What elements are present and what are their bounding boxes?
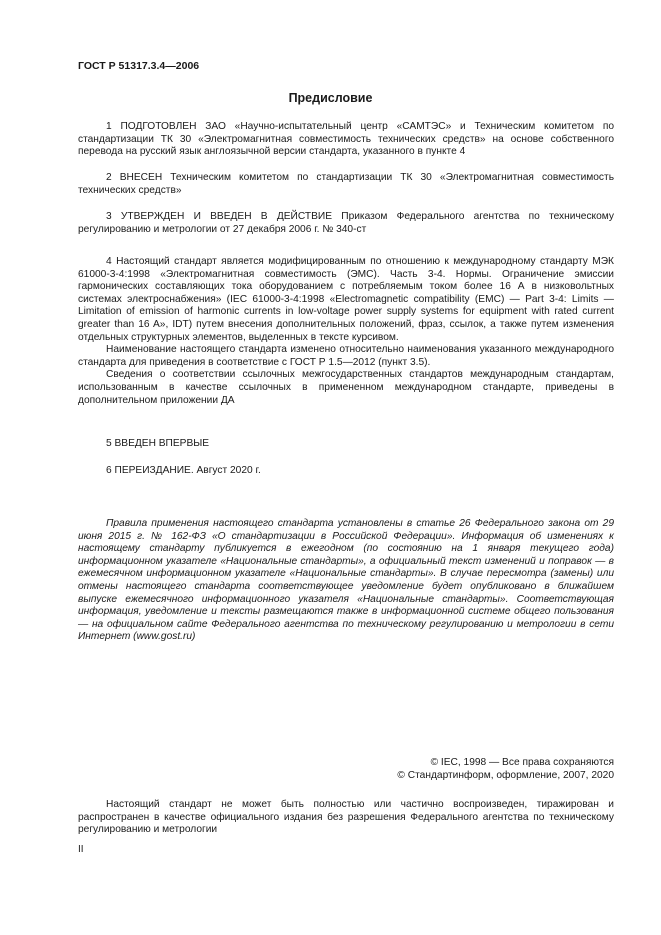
- foreword-item-4: [78, 256, 614, 407]
- foreword-item-2: [78, 172, 614, 197]
- paragraph-reissue: 6 ПЕРЕИЗДАНИЕ. Август 2020 г.: [106, 465, 261, 476]
- paragraph-introduced: 2 ВНЕСЕН Техническим комитетом по стандартизации ТК 30 «Электромагнитная совместимость технических средств»: [78, 172, 614, 196]
- rules-of-application-note: Правила применения настоящего стандарта установлены в статье 26 Федерального закона от 29 июня 2015 г. № 162-ФЗ «О стандартизации в Российской Федерации». Информация об изменениях к настоящему стандарту публикуется в ежегодном (по состоянию на 1 января текущего года) информационном указателе «Национальные стандарты», а официальный текст изменений и поправок — в ежемесячном информационном указателе «Национальные стандарты». В случае пересмотра (замены) или отмены настоящего стандарта соответствующее уведомление будет опубликовано в ближайшем выпуске ежемесячного информационного указателя «Национальные стандарты». Соответствующая информация, уведомление и тексты размещаются также в информационной системе общего пользования — на официальном сайте Федерального агентства по техническому регулированию и метрологии в сети Интернет (www.gost.ru): [78, 518, 614, 643]
- foreword-item-3: [78, 211, 614, 236]
- paragraph-references: Сведения о соответствии ссылочных межгосударственных стандартов международным стандартам, использованным в качестве ссылочных в примененном международном стандарте, приведены в дополнительном приложении ДА: [78, 369, 614, 406]
- copyright-standartinform: © Стандартинформ, оформление, 2007, 2020: [397, 769, 614, 781]
- foreword-item-6: [78, 465, 614, 478]
- standard-code-header: ГОСТ Р 51317.3.4—2006: [78, 60, 200, 72]
- copyright-block: [397, 757, 614, 782]
- page-number: II: [78, 844, 84, 855]
- page-title: Предисловие: [288, 91, 373, 105]
- paragraph-first-introduced: 5 ВВЕДЕН ВПЕРВЫЕ: [106, 438, 210, 449]
- paragraph-name-change: Наименование настоящего стандарта изменено относительно наименования указанного международного стандарта для приведения в соответствие с ГОСТ Р 1.5—2012 (пункт 3.5).: [78, 344, 614, 368]
- paragraph-prepared: 1 ПОДГОТОВЛЕН ЗАО «Научно-испытательный центр «САМТЭС» и Техническим комитетом по стандартизации ТК 30 «Электромагнитная совместимость технических средств» на основе собственного перевода на русский язык англоязычной версии стандарта, указанного в пункте 4: [78, 121, 614, 158]
- foreword-item-5: [78, 438, 614, 451]
- copyright-iec: © IEC, 1998 — Все права сохраняются: [430, 757, 614, 768]
- paragraph-modified: 4 Настоящий стандарт является модифицированным по отношению к международному стандарту МЭК 61000-3-4:1998 «Электромагнитная совместимость (ЭМС). Часть 3-4. Нормы. Ограничение эмиссии гармонических составляющих тока оборудованием с потребляемым током более 16 А в низковольтных системах электроснабжения» (IEC 61000-3-4:1998 «Electromagnetic compatibility (EMC) — Part 3-4: Limits — Limitation of emission of harmonic currents in low-voltage power supply systems for equipment with rated current greater than 16 A», IDT) путем внесения дополнительных положений, фраз, ссылок, а также путем изменения отдельных структурных элементов, выделенных в тексте курсивом.: [78, 256, 614, 343]
- paragraph-approved: 3 УТВЕРЖДЕН И ВВЕДЕН В ДЕЙСТВИЕ Приказом Федерального агентства по техническому регулированию и метрологии от 27 декабря 2006 г. № 340-ст: [78, 211, 614, 235]
- foreword-item-1: [78, 121, 614, 159]
- reproduction-notice: Настоящий стандарт не может быть полностью или частично воспроизведен, тиражирован и распространен в качестве официального издания без разрешения Федерального агентства по техническому регулированию и метрологии: [78, 799, 614, 836]
